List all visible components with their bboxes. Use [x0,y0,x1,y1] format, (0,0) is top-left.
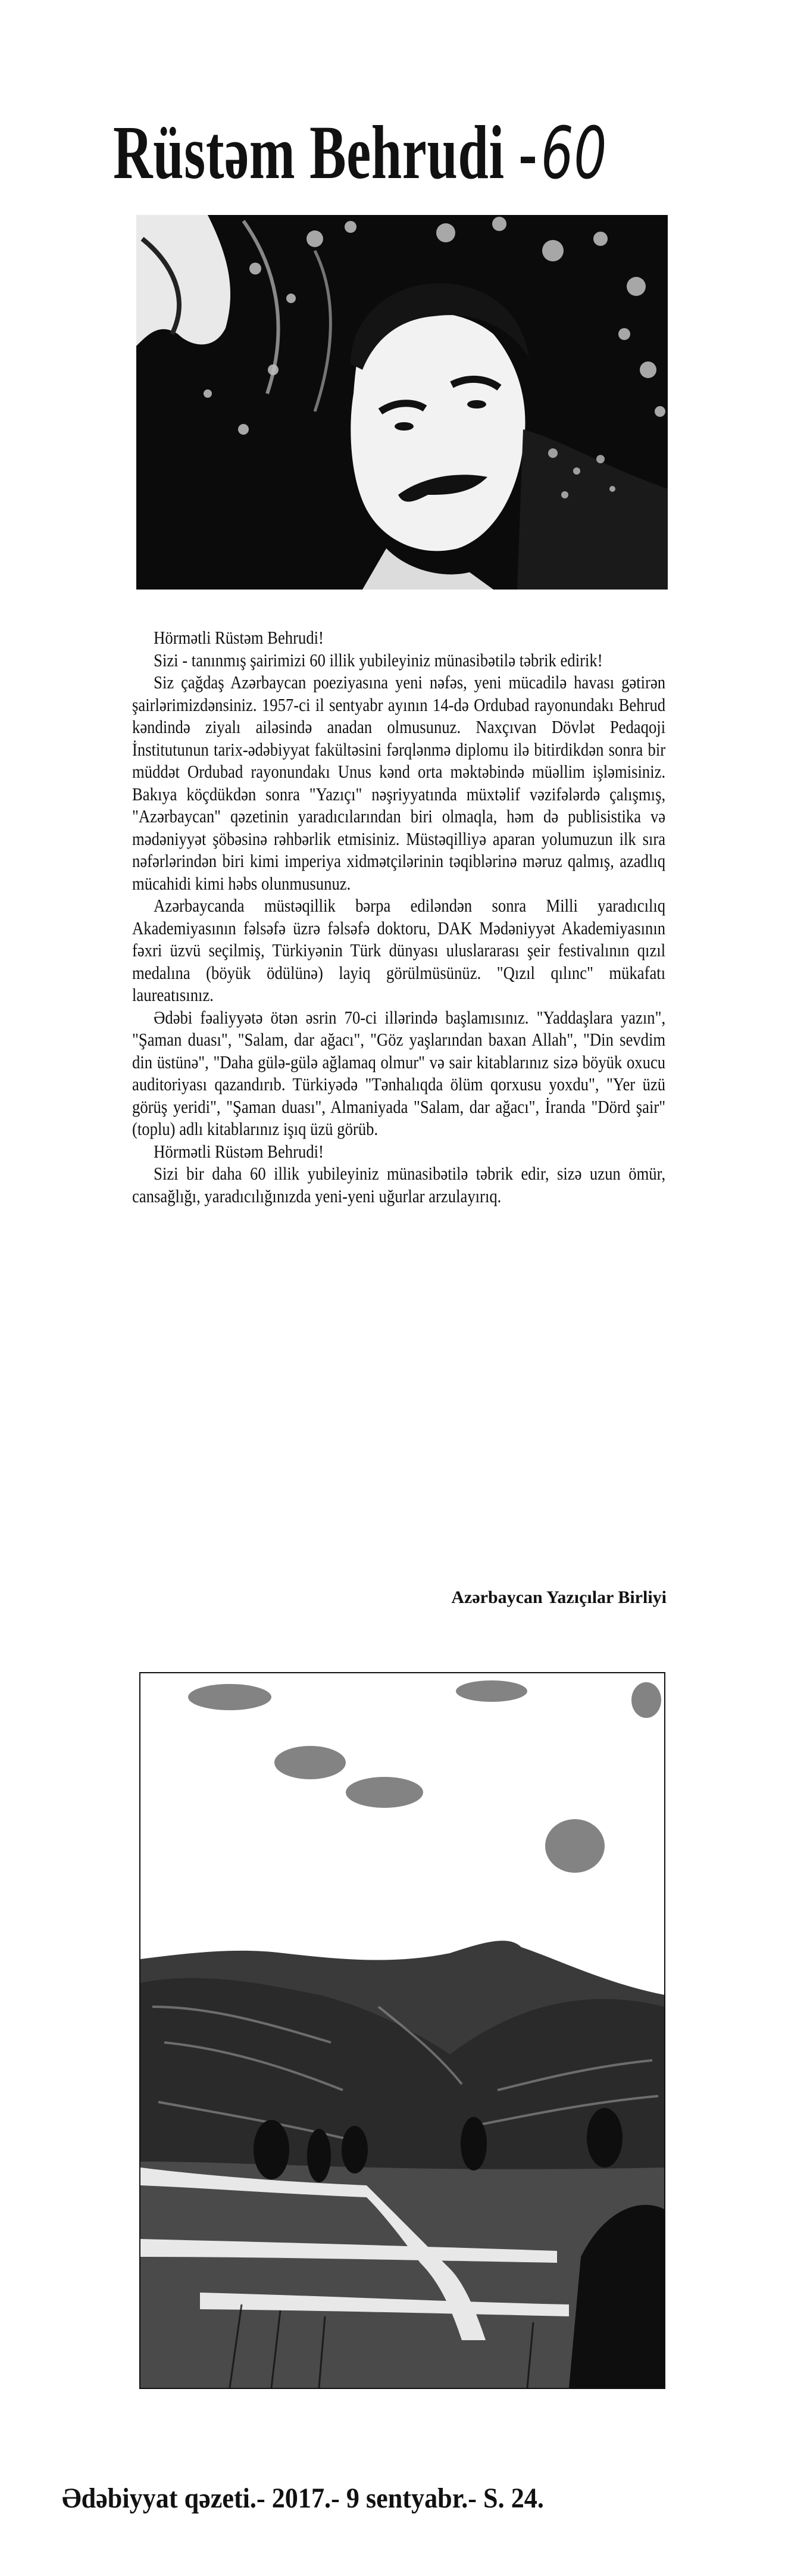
landscape-image-icon [140,1673,664,2388]
paragraph: Sizi bir daha 60 illik yubileyiniz münasibətilə təbrik edir, sizə uzun ömür, cansağlığı, yaradıcılığınızda yeni-yeni uğurlar arzulayırıq. [132,1163,666,1206]
landscape-painting [139,1672,665,2389]
citation-footer: Ədəbiyyat qəzeti.- 2017.- 9 sentyabr.- S. 24. [62,2483,544,2514]
paragraph: Siz çağdaş Azərbaycan poeziyasına yeni nəfəs, yeni mücadilə havası gətirən şairlərimizdənsiniz. 1957-ci il sentyabr ayının 14-də Ordubad rayonundakı Behrud kəndində ziyalı ailəsində anadan olmusunuz. Naxçıvan Dövlət Pedaqoji İnstitutunun tarix-ədəbiyyat fakültəsini fərqlənmə diplomu ilə bitirdikdən sonra bir müddət Ordubad rayonundakı Unus kənd orta məktəbində müəllim işləmisiniz. Bakıya köçdükdən sonra "Yazıçı" nəşriyyatında müxtəlif vəzifələrdə çalışmış, "Azərbaycan" qəzetinin yaradıcılarından biri olmaqla, həm də publisistika və mədəniyyət şöbəsinə rəhbərlik etmisiniz. Müstəqilliyə aparan yolumuzun ilk sıra nəfərlərindən biri kimi imperiya xidmətçilərinin təqiblərinə məruz qalmış, azadlıq mücahidi kimi həbs olunmusunuz. [132,672,666,894]
article-body [132,626,666,1207]
title-name: Rüstəm Behrudi - [113,110,537,195]
article-title [113,110,608,195]
signature: Azərbaycan Yazıçılar Birliyi [451,1588,667,1607]
paragraph: Ədəbi fəaliyyətə ötən əsrin 70-ci illərində başlamısınız. "Yaddaşlara yazın", "Şaman duası", "Salam, dar ağacı", "Göz yaşlarından baxan Allah", "Din sevdim din üstünə", "Daha gülə-gülə ağlamaq olmur" və sair kitablarınız sizə böyük oxucu auditoriyası qazandırıb. Türkiyədə "Tənhalıqda ölüm qorxusu yoxdu", "Yer üzü görüş yeridi", "Şaman duası", Almaniyada "Salam, dar ağacı", İranda "Dörd şair" (toplu) adlı kitablarınız işıq üzü görüb. [132,1006,666,1139]
portrait-image-icon [136,215,668,590]
title-number: 60 [540,112,608,195]
paragraph: Sizi - tanınmış şairimizi 60 illik yubileyiniz münasibətilə təbrik edirik! [154,649,603,670]
portrait-photo [136,215,668,590]
greeting-closing: Hörmətli Rüstəm Behrudi! [154,1140,324,1162]
greeting: Hörmətli Rüstəm Behrudi! [154,627,324,648]
paragraph: Azərbaycanda müstəqillik bərpa ediləndən sonra Milli yaradıcılıq Akademiyasının fəlsəfə üzrə fəlsəfə doktoru, DAK Mədəniyyət Akademiyasının fəxri üzvü seçilmiş, Türkiyənin Türk dünyası uluslararası şeir festivalının qızıl medalına (böyük ödülünə) layiq görülmüsünüz. "Qızıl qılınc" mükafatı laureatısınız. [132,895,666,1005]
